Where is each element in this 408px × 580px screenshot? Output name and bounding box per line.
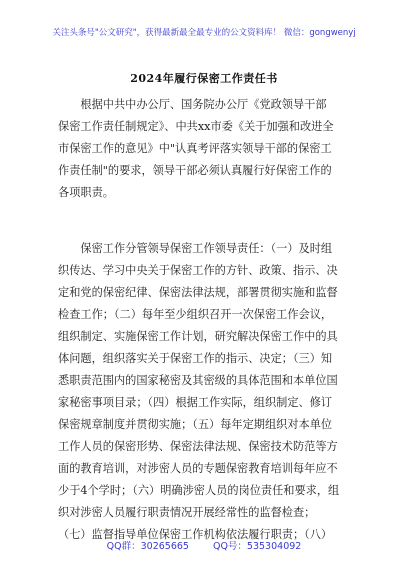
text-line: 家秘密事项目录；（四）根据工作实际，组织制定、修订 <box>58 396 333 409</box>
text-line: 保密工作分管领导保密工作领导责任：（一）及时组 <box>58 242 333 255</box>
text-line: 检查工作；（二）每年至少组织召开一次保密工作会议， <box>58 308 333 321</box>
paragraph-intro <box>58 94 356 204</box>
text-line: 作责任制"的要求，领导干部必须认真履行好保密工作的 <box>58 164 332 177</box>
text-line: 工作人员的保密形势、保密法律法规、保密技术防范等方 <box>58 440 338 453</box>
document-title: 2024年履行保密工作责任书 <box>130 72 278 85</box>
text-line: 定和党的保密纪律、保密法律法规，部署贯彻实施和监督 <box>58 286 338 299</box>
text-line: 悉职责范围内的国家秘密及其密级的具体范围和本单位国 <box>58 374 338 387</box>
text-line: 织对涉密人员履行职责情况开展经常性的监督检查； <box>58 506 316 519</box>
text-line: 少于4个学时；（六）明确涉密人员的岗位责任和要求，组 <box>58 484 340 497</box>
text-line: 保密规章制度并贯彻实施；（五）每年定期组织对本单位 <box>58 418 333 431</box>
text-line: 根据中共中办公厅、国务院办公厅《党政领导干部 <box>58 98 327 111</box>
text-line: 组织制定、实施保密工作计划，研究解决保密工作中的具 <box>58 330 338 343</box>
text-line: 各项职责。 <box>58 186 114 199</box>
text-line: 面的教育培训，对涉密人员的专题保密教育培训每年应不 <box>58 462 338 475</box>
footer-contact <box>0 538 408 552</box>
text-line: （七）监督指导单位保密工作机构依法履行职责；（八） <box>58 528 333 541</box>
footer-qq-number: QQ号：535304092 <box>212 541 302 552</box>
header-notice: 关注头条号"公文研究"，获得最新最全最专业的公文资料库！ 微信：gongwenyj <box>52 28 356 38</box>
text-line: 织传达、学习中央关于保密工作的方针、政策、指示、决 <box>58 264 338 277</box>
text-line: 市保密工作的意见》中"认真考评落实领导干部的保密工 <box>58 142 332 155</box>
footer-qq-group: QQ群：30265665 <box>106 541 189 552</box>
text-line: 保密工作责任制规定》、中共xx市委《关于加强和改进全 <box>58 120 334 133</box>
paragraph-duties <box>58 238 356 546</box>
text-line: 体问题，组织落实关于保密工作的指示、决定；（三）知 <box>58 352 333 365</box>
